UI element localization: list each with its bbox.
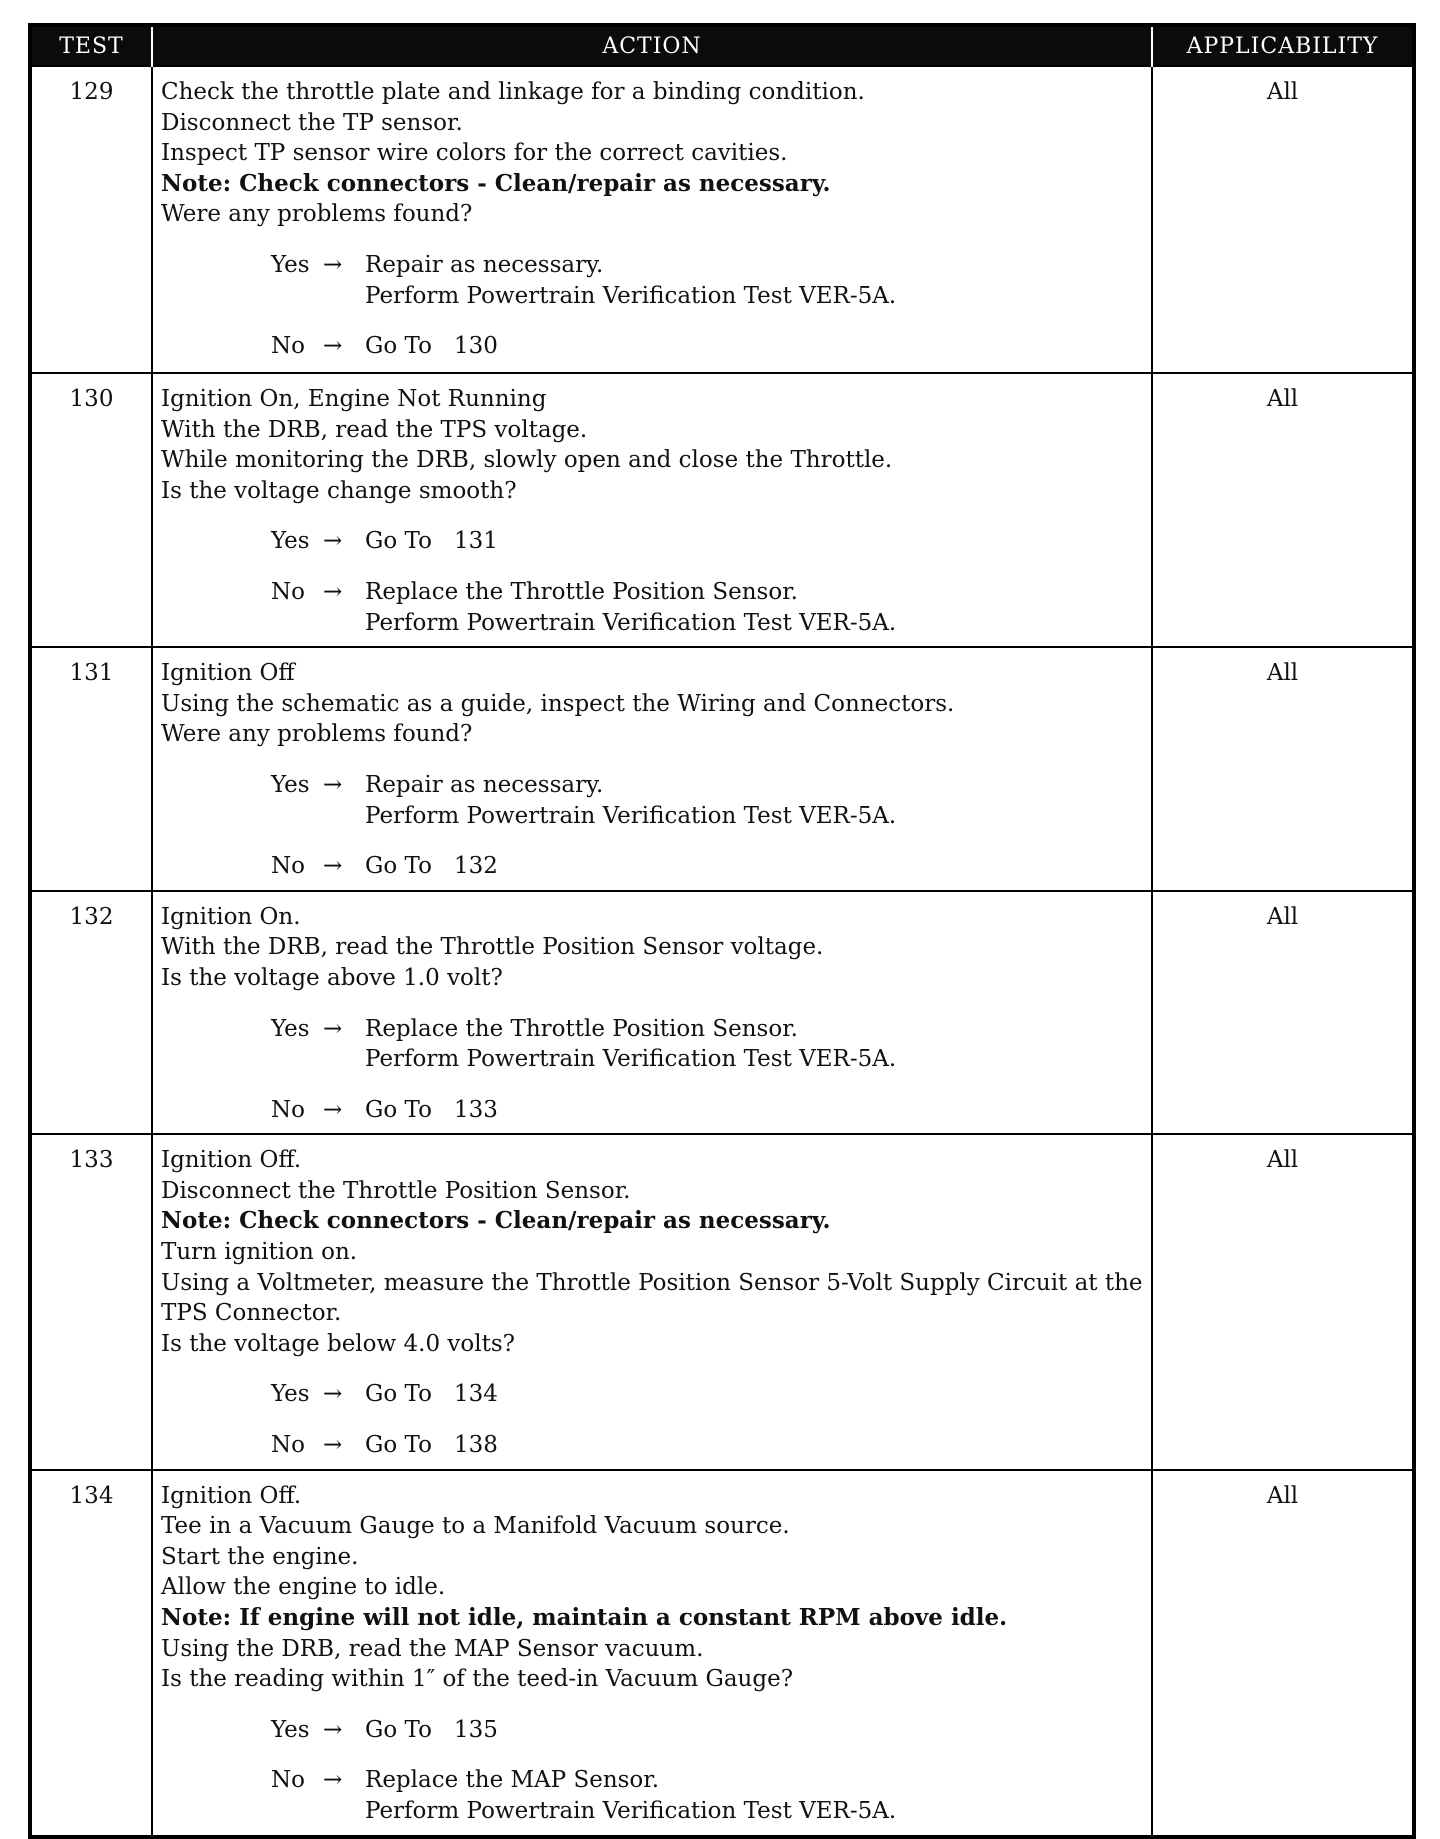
no-label: No [271,1432,305,1459]
action-note: Note: If engine will not idle, maintain a constant RPM above idle. [161,1604,1008,1631]
diagnostic-test-page [28,23,1412,1824]
table-body [30,66,1414,1837]
no-label: No [271,1767,305,1794]
no-label: No [271,853,305,880]
yes-option [161,250,1143,311]
go-to-target: 130 [453,333,498,360]
go-to-target: 138 [453,1432,498,1459]
no-option [161,331,1143,362]
action-line: Ignition Off [161,660,295,687]
test-number: 132 [30,891,152,1135]
yes-label: Yes [271,1716,310,1743]
right-arrow-icon: → [323,771,343,798]
applicability-value: All [1152,891,1414,1135]
action-cell [152,891,1152,1135]
action-cell [152,1470,1152,1837]
yes-option [161,1379,1143,1410]
yes-label: Yes [271,251,310,278]
result-line: Repair as necessary. [365,771,604,798]
yes-option [161,526,1143,557]
action-note: Note: Check connectors - Clean/repair as necessary. [161,169,831,197]
go-to-label: Go To [365,528,432,555]
right-arrow-icon: → [323,333,343,360]
table-row [30,1470,1414,1837]
option-spacer [161,1695,1143,1715]
go-to-label: Go To [365,1716,432,1743]
no-label: No [271,333,305,360]
action-line: With the DRB, read the TPS voltage. [161,416,588,443]
result-line: Repair as necessary. [365,251,604,278]
option-spacer [161,557,1143,577]
option-spacer [161,1359,1143,1379]
yes-result [365,770,1143,831]
no-result [365,577,1143,638]
right-arrow-icon: → [323,251,343,278]
result-line: Replace the MAP Sensor. [365,1767,660,1794]
action-line: Disconnect the TP sensor. [161,109,463,136]
no-option [161,1095,1143,1126]
go-to-label: Go To [365,333,432,360]
applicability-value: All [1152,66,1414,373]
right-arrow-icon: → [323,853,343,880]
go-to-label: Go To [365,1096,432,1123]
action-cell [152,66,1152,373]
no-result [365,1430,1143,1461]
table-row [30,1134,1414,1469]
go-to-target: 135 [453,1716,498,1743]
no-option [161,577,1143,638]
action-cell [152,373,1152,647]
action-cell [152,1134,1152,1469]
yes-label: Yes [271,771,310,798]
action-line: With the DRB, read the Throttle Position Sensor voltage. [161,934,824,961]
action-line: Is the voltage above 1.0 volt? [161,964,503,991]
yes-result [365,250,1143,311]
go-to-label: Go To [365,1381,432,1408]
action-line: Is the reading within 1″ of the teed-in Vacuum Gauge? [161,1666,794,1693]
action-line: Ignition On. [161,903,301,930]
action-note: Note: Check connectors - Clean/repair as necessary. [161,1207,831,1235]
right-arrow-icon: → [323,1767,343,1794]
action-line: Using the schematic as a guide, inspect the Wiring and Connectors. [161,690,955,717]
go-to-target: 131 [453,528,498,555]
header-test: TEST [30,25,152,66]
action-line: Tee in a Vacuum Gauge to a Manifold Vacuum source. [161,1513,790,1540]
action-line: TPS Connector. [161,1300,342,1327]
applicability-value: All [1152,647,1414,891]
yes-option [161,770,1143,831]
yes-result [365,526,1143,557]
result-line: Replace the Throttle Position Sensor. [365,578,798,605]
table-row [30,891,1414,1135]
action-line: Turn ignition on. [161,1239,358,1266]
test-number: 131 [30,647,152,891]
yes-label: Yes [271,528,310,555]
yes-label: Yes [271,1015,310,1042]
no-result [365,1765,1143,1826]
option-spacer [161,311,1143,331]
go-to-target: 134 [453,1381,498,1408]
action-line: Check the throttle plate and linkage for a binding condition. [161,79,865,105]
right-arrow-icon: → [323,1096,343,1123]
option-spacer [161,1410,1143,1430]
action-line: Using the DRB, read the MAP Sensor vacuum. [161,1635,704,1662]
yes-result [365,1715,1143,1746]
table-row [30,647,1414,891]
diagnostic-test-table [28,23,1416,1839]
table-header-row [30,25,1414,66]
right-arrow-icon: → [323,1381,343,1408]
no-option [161,1430,1143,1461]
action-line: Is the voltage below 4.0 volts? [161,1330,515,1357]
applicability-value: All [1152,1470,1414,1837]
no-result [365,851,1143,882]
action-line: Disconnect the Throttle Position Sensor. [161,1177,631,1204]
no-label: No [271,578,305,605]
action-line: Ignition On, Engine Not Running [161,386,547,412]
result-line: Perform Powertrain Verification Test VER-5A. [365,802,897,829]
header-action: ACTION [152,25,1152,66]
table-row [30,66,1414,373]
test-number: 129 [30,66,152,373]
go-to-label: Go To [365,1432,432,1459]
result-line: Perform Powertrain Verification Test VER-5A. [365,1797,897,1824]
no-result [365,1095,1143,1126]
no-result [365,331,1143,362]
go-to-target: 133 [453,1096,498,1123]
action-line: Were any problems found? [161,721,473,748]
go-to-label: Go To [365,853,432,880]
right-arrow-icon: → [323,1015,343,1042]
go-to-target: 132 [453,853,498,880]
result-line: Perform Powertrain Verification Test VER-5A. [365,609,897,636]
applicability-value: All [1152,373,1414,647]
yes-label: Yes [271,1381,310,1408]
result-line: Perform Powertrain Verification Test VER-5A. [365,282,897,309]
header-applicability: APPLICABILITY [1152,25,1414,66]
action-line: Allow the engine to idle. [161,1574,446,1601]
option-spacer [161,1745,1143,1765]
yes-result [365,1379,1143,1410]
option-spacer [161,1075,1143,1095]
action-cell [152,647,1152,891]
option-spacer [161,506,1143,526]
action-line: While monitoring the DRB, slowly open and close the Throttle. [161,447,893,474]
option-spacer [161,994,1143,1014]
option-spacer [161,750,1143,770]
action-line: Ignition Off. [161,1482,302,1509]
no-option [161,851,1143,882]
test-number: 134 [30,1470,152,1837]
applicability-value: All [1152,1134,1414,1469]
right-arrow-icon: → [323,1716,343,1743]
action-line: Using a Voltmeter, measure the Throttle Position Sensor 5-Volt Supply Circuit at the [161,1269,1143,1296]
no-option [161,1765,1143,1826]
yes-result [365,1014,1143,1075]
option-spacer [161,831,1143,851]
right-arrow-icon: → [323,1432,343,1459]
action-line: Start the engine. [161,1543,359,1570]
action-line: Is the voltage change smooth? [161,477,517,504]
right-arrow-icon: → [323,528,343,555]
option-spacer [161,230,1143,250]
yes-option [161,1014,1143,1075]
action-line: Were any problems found? [161,201,473,228]
yes-option [161,1715,1143,1746]
result-line: Perform Powertrain Verification Test VER-5A. [365,1046,897,1073]
action-line: Ignition Off. [161,1147,302,1174]
no-label: No [271,1096,305,1123]
right-arrow-icon: → [323,578,343,605]
test-number: 130 [30,373,152,647]
result-line: Replace the Throttle Position Sensor. [365,1015,798,1042]
table-row [30,373,1414,647]
test-number: 133 [30,1134,152,1469]
action-line: Inspect TP sensor wire colors for the correct cavities. [161,140,788,167]
